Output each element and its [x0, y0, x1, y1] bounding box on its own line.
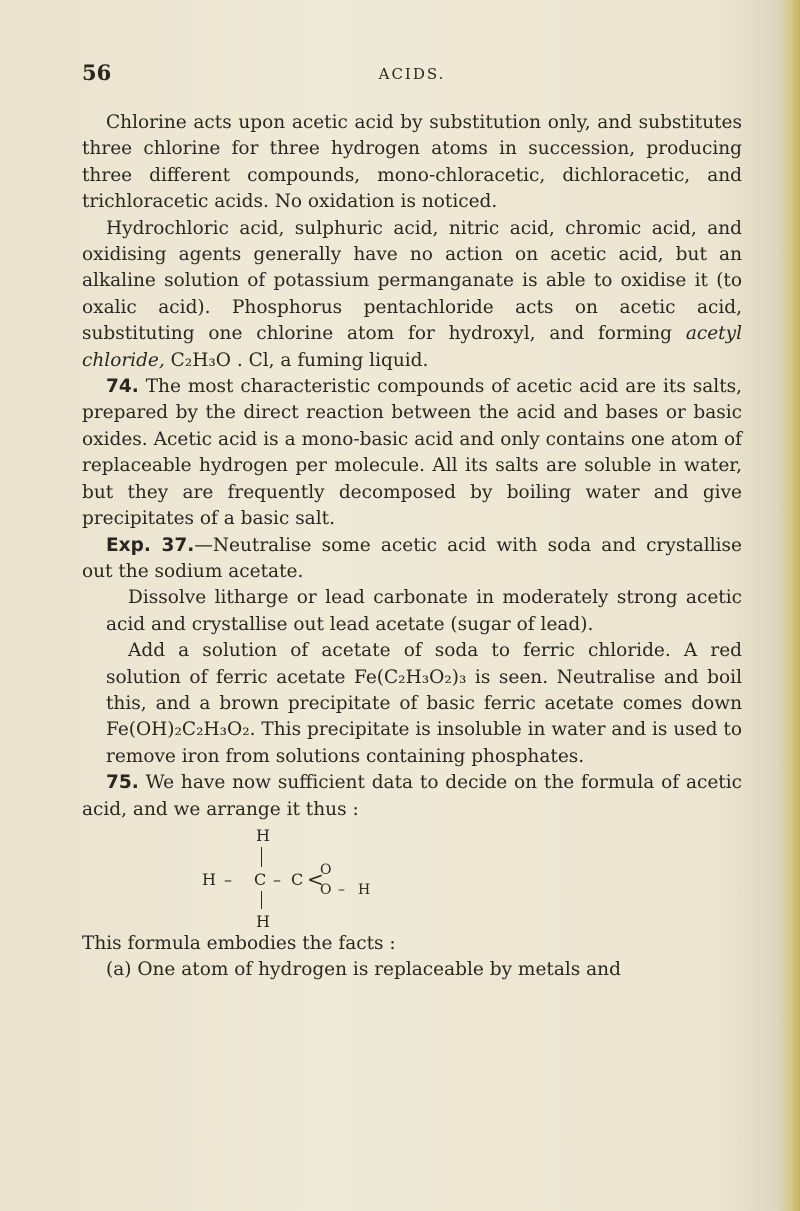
body-text	[82, 110, 742, 984]
paragraph-formula-facts: This formula embodies the facts :	[82, 932, 396, 954]
formula-atom: C	[291, 869, 304, 889]
section-text: We have now sufficient data to decide on the formula of acetic acid, and we arrange it thus :	[82, 772, 742, 820]
page-header	[82, 60, 742, 90]
formula-atom: H	[256, 911, 270, 931]
section-number: 75.	[106, 772, 139, 794]
formula-atom: H	[202, 869, 216, 889]
section-74	[82, 374, 742, 532]
acetyl-chloride-term: acetyl chloride,	[82, 323, 742, 371]
list-item-a: (a) One atom of hydrogen is replaceable by metals and	[106, 959, 621, 981]
formula-bond	[261, 847, 262, 867]
formula-atom: O	[320, 881, 332, 898]
paragraph-chlorine: Chlorine acts upon acetic acid by substitution only, and substitutes three chlorine for three hydrogen atoms in succession, producing three different compounds, mono-chloracetic, dichloracetic, and trichloracetic acids. No oxidation is noticed.	[82, 112, 742, 213]
formula-atom: C	[254, 869, 267, 889]
page-number: 56	[82, 60, 112, 85]
formula-bond: –	[338, 881, 345, 898]
paragraph-oxidising-agents	[82, 216, 742, 374]
formula-atom: H	[358, 881, 371, 898]
experiment-body	[82, 585, 742, 770]
section-75	[82, 770, 742, 823]
page-edge-shadow	[778, 0, 800, 1211]
running-head: ACIDS.	[378, 65, 446, 83]
paragraph-text: C₂H₃O . Cl, a fuming liquid.	[164, 349, 429, 371]
experiment-label: Exp. 37.	[106, 534, 195, 556]
formula-atom: O	[320, 861, 332, 878]
formula-bracket: <	[307, 866, 324, 891]
structural-formula	[202, 823, 402, 931]
experiment-text: —Neutralise some acetic acid with soda and crystallise out the sodium acetate.	[82, 534, 742, 582]
acetic-acid-formula	[82, 823, 742, 931]
formula-bond	[261, 891, 262, 909]
experiment-step-ferric: Add a solution of acetate of soda to ferric chloride. A red solution of ferric acetate Fe(C₂H₃O₂)₃ is seen. Neutralise and boil this, and a brown precipitate of basic ferric acetate comes down Fe(OH)₂C₂H₃O₂. This precipitate is insoluble in water and is used to remove iron from solutions containing phosphates.	[106, 640, 742, 767]
experiment-37	[82, 533, 742, 586]
formula-bond: –	[224, 869, 232, 889]
formula-atom: H	[256, 825, 270, 845]
paragraph-text: Hydrochloric acid, sulphuric acid, nitric acid, chromic acid, and oxidising agents generally have no action on acetic acid, but an alkaline solution of potassium permanganate is able to oxidise it (to oxalic acid). Phosphorus pentachloride acts on acetic acid, substituting one chlorine atom for hydroxyl, and forming	[82, 217, 742, 345]
experiment-step-lead: Dissolve litharge or lead carbonate in moderately strong acetic acid and crystallise out lead acetate (sugar of lead).	[106, 587, 742, 635]
section-number: 74.	[106, 376, 139, 398]
formula-bond: –	[273, 869, 281, 889]
section-text: The most characteristic compounds of acetic acid are its salts, prepared by the direct reaction between the acid and bases or basic oxides. Acetic acid is a mono-basic acid and only contains one atom of replaceable hydrogen per molecule. All its salts are soluble in water, but they are frequently decomposed by boiling water and give precipitates of a basic salt.	[82, 376, 742, 530]
